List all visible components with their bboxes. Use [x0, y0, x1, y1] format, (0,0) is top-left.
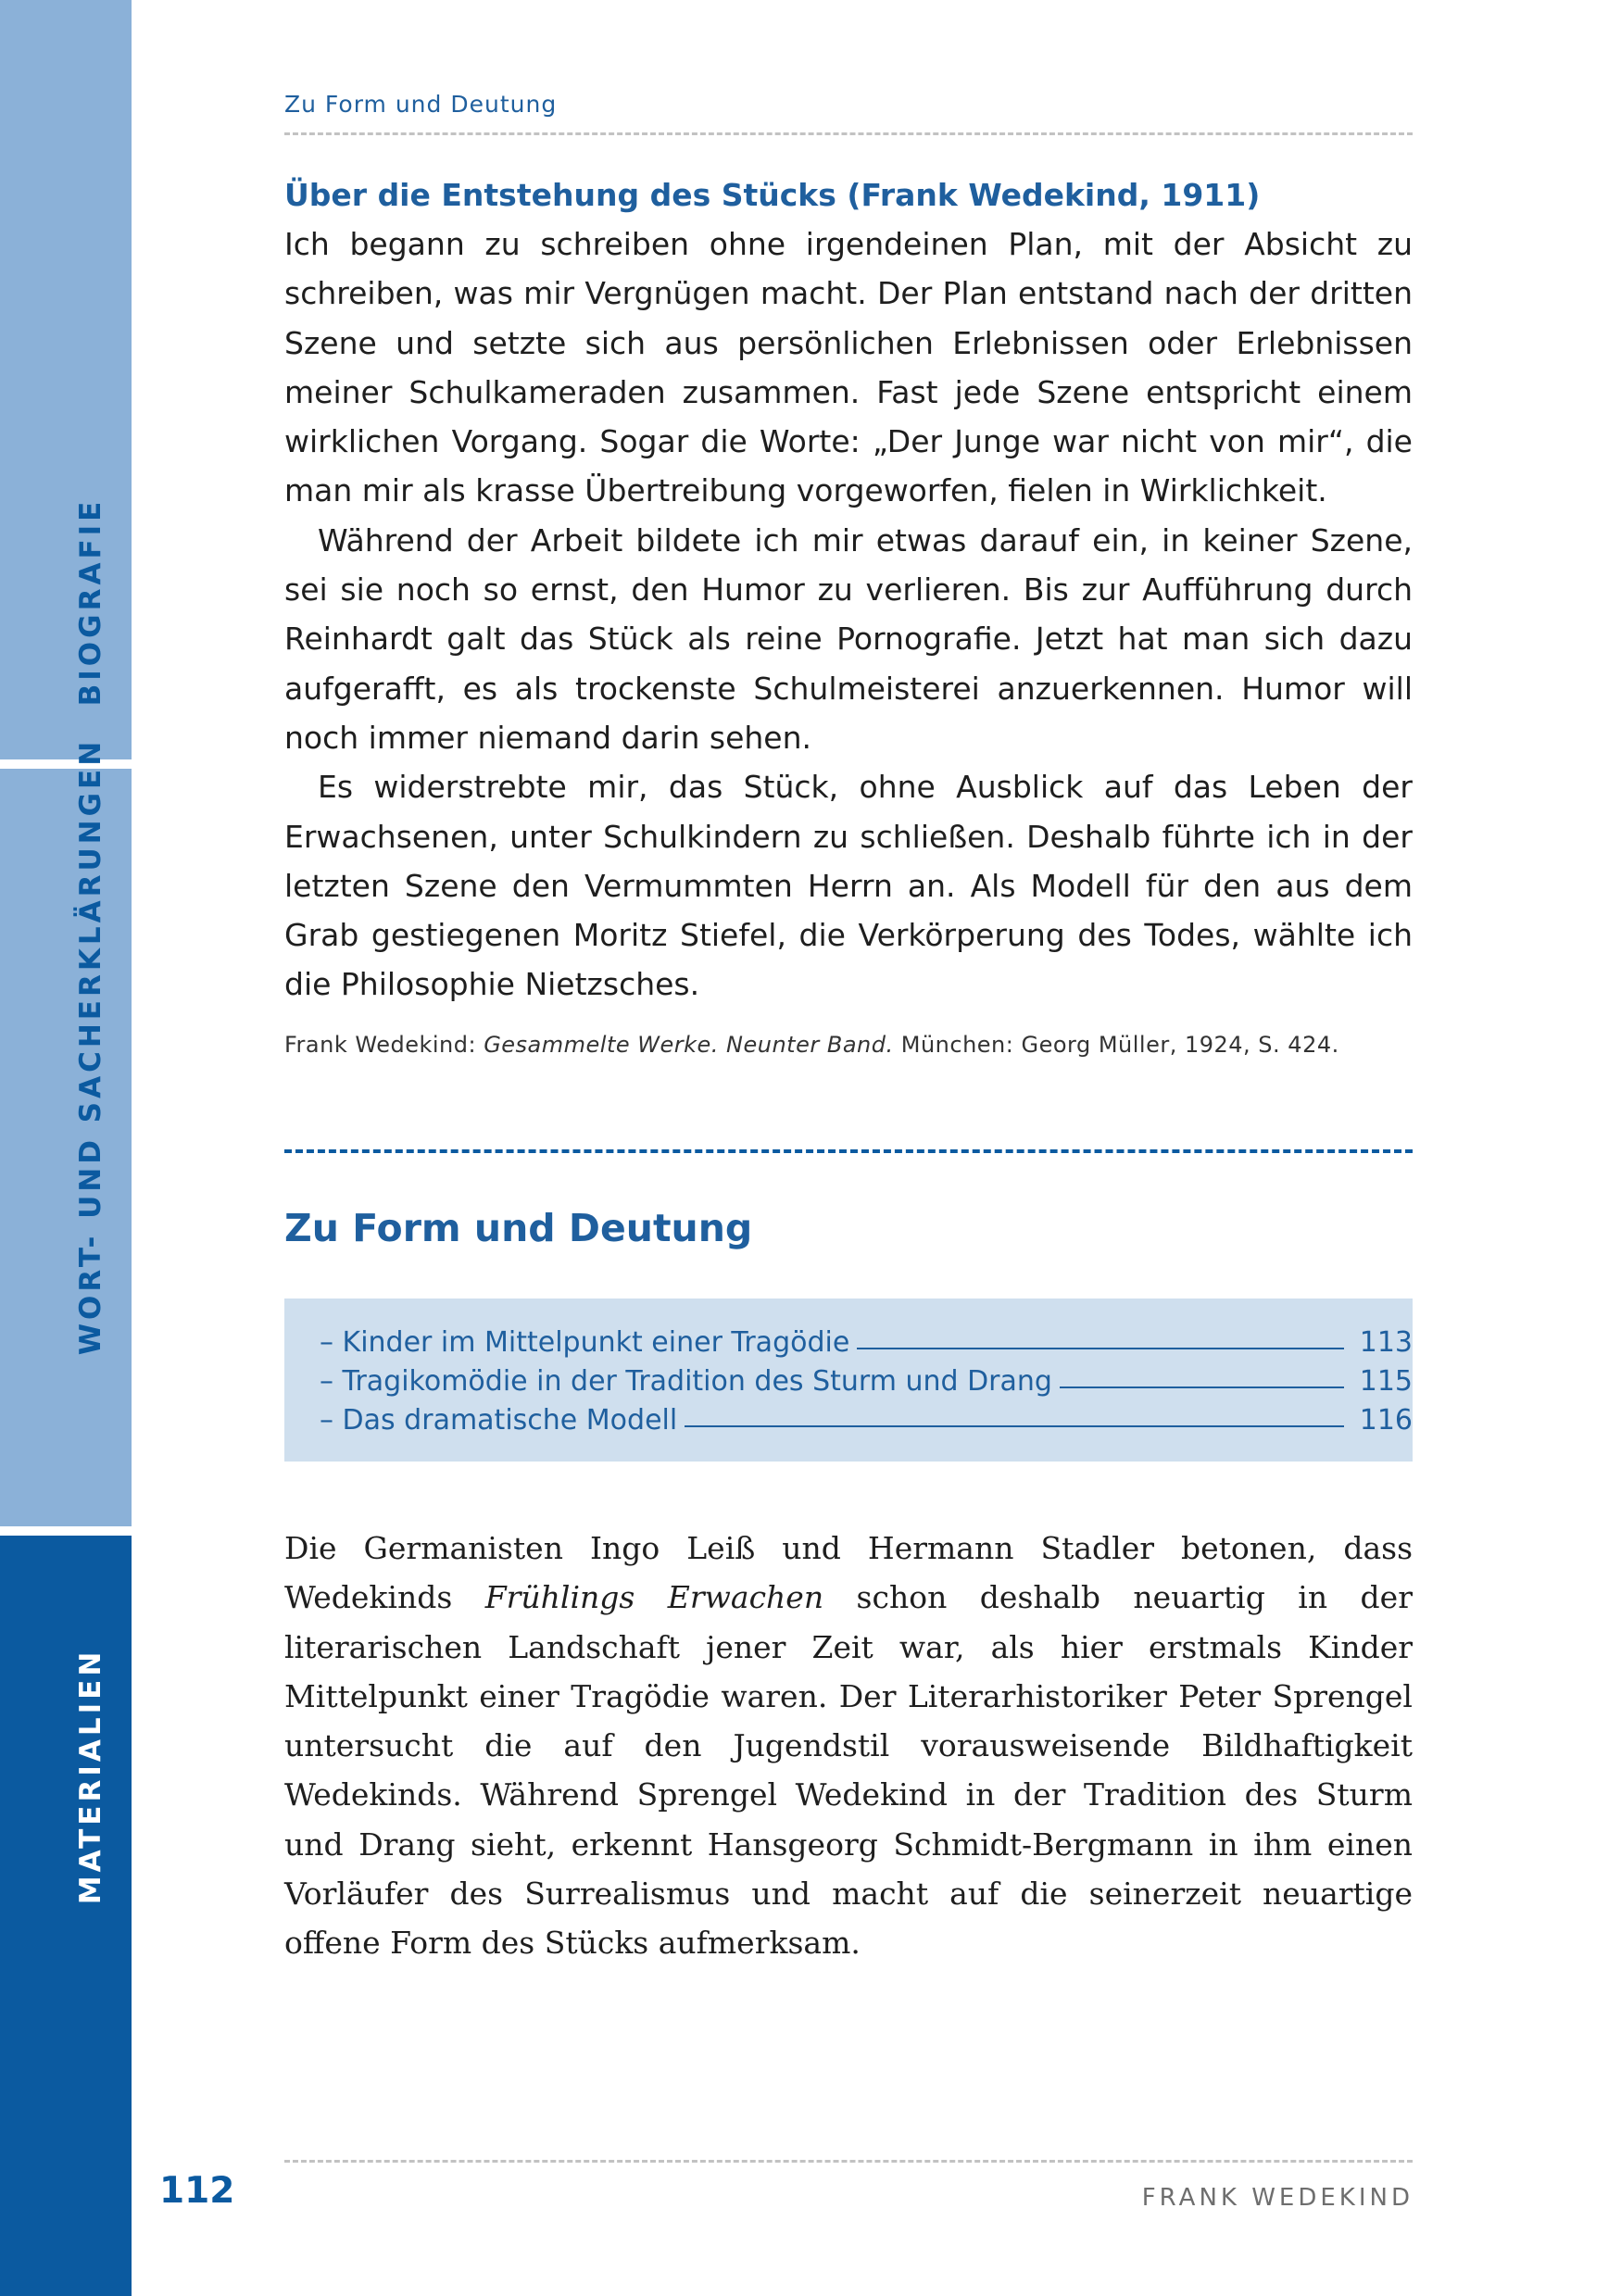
toc-item[interactable] — [320, 1399, 1413, 1437]
header-divider — [284, 132, 1413, 135]
toc-item-page: 115 — [1359, 1365, 1413, 1398]
footer-divider — [284, 2160, 1413, 2163]
toc-item[interactable] — [320, 1322, 1413, 1359]
toc-leader-line — [685, 1425, 1344, 1427]
table-of-contents-box — [284, 1299, 1413, 1462]
quote-section-title: Über die Entstehung des Stücks (Frank Wedekind, 1911) — [284, 177, 1261, 213]
sidebar-tab-wort-label: WORT- UND SACHERKLÄRUNGEN — [74, 737, 107, 1356]
toc-item[interactable] — [320, 1361, 1413, 1398]
intro-paragraph — [284, 1524, 1413, 1968]
sidebar-tab-materialien-label: MATERIALIEN — [74, 1648, 107, 1905]
chapter-sidebar — [0, 0, 132, 2296]
sidebar-tab-materialien[interactable] — [0, 1536, 132, 2296]
sidebar-tab-wort-und-sacherklaerungen[interactable] — [0, 737, 132, 1526]
intro-text-b: schon deshalb neuartig in der literarischen Landschaft jener Zeit war, als hier erstmals Kinder Mittelpunkt einer Tragödie waren. Der Literarhistoriker Peter Sprengel untersucht die auf den Jugendstil vorausweisende Bildhaftigkeit Wedekinds. Während Sprengel Wedekind in der Tradition des Sturm und Drang sieht, erkennt Hansgeorg Schmidt-Bergmann in ihm einen Vorläufer des Surrealismus und macht auf die seinerzeit neuartige offene Form des Stücks aufmerksam. — [284, 1579, 1413, 1962]
quote-paragraph-1: Ich begann zu schreiben ohne irgendeinen Plan, mit der Absicht zu schreiben, was mir Vergnügen macht. Der Plan entstand nach der dritten Szene und setzte sich aus persönlichen Erlebnissen oder Erlebnissen meiner Schulkameraden zusammen. Fast jede Szene entspricht einem wirklichen Vorgang. Sogar die Worte: „Der Junge war nicht von mir“, die man mir als krasse Übertreibung vorgeworfen, fielen in Wirklichkeit. — [284, 226, 1413, 509]
toc-item-label: – Kinder im Mittelpunkt einer Tragödie — [320, 1326, 850, 1359]
toc-item-label: – Das dramatische Modell — [320, 1404, 678, 1437]
page-number: 112 — [159, 2170, 235, 2212]
wedekind-quote-section — [284, 171, 1413, 1010]
toc-item-page: 116 — [1359, 1404, 1413, 1437]
footer-author: FRANK WEDEKIND — [1141, 2184, 1414, 2212]
toc-item-page: 113 — [1359, 1326, 1413, 1359]
source-title: Gesammelte Werke. Neunter Band. — [484, 1032, 894, 1058]
quote-paragraph-2: Während der Arbeit bildete ich mir etwas darauf ein, in keiner Szene, sei sie noch so ernst, den Humor zu verlieren. Bis zur Aufführung durch Reinhardt galt das Stück als reine Pornografie. Jetzt hat man sich dazu aufgerafft, es als trockenste Schulmeisterei anzuerkennen. Humor will noch immer niemand darin sehen. — [284, 521, 1413, 756]
source-prefix: Frank Wedekind: — [284, 1032, 484, 1058]
quote-source-citation — [284, 1032, 1413, 1058]
toc-item-label: – Tragikomödie in der Tradition des Sturm und Drang — [320, 1365, 1052, 1398]
section-heading: Zu Form und Deutung — [284, 1206, 753, 1250]
intro-text-a: Die Germanisten Ingo Leiß und Hermann Stadler betonen, dass Wedekinds — [284, 1530, 1413, 1616]
quote-paragraph-3: Es widerstrebte mir, das Stück, ohne Ausblick auf das Leben der Erwachsenen, unter Schulkindern zu schließen. Deshalb führte ich in der letzten Szene den Vermummten Herrn an. Als Modell für den aus dem Grab gestiegenen Moritz Stiefel, die Verkörperung des Todes, wählte ich die Philosophie Nietzsches. — [284, 769, 1413, 1003]
section-divider — [284, 1149, 1413, 1153]
intro-work-title: Frühlings Erwachen — [484, 1579, 824, 1616]
toc-leader-line — [1060, 1386, 1344, 1388]
source-suffix: München: Georg Müller, 1924, S. 424. — [893, 1032, 1339, 1058]
running-head: Zu Form und Deutung — [284, 91, 558, 118]
sidebar-tab-biografie-label: BIOGRAFIE — [74, 497, 107, 707]
toc-leader-line — [857, 1348, 1344, 1349]
sidebar-tab-biografie[interactable] — [0, 0, 132, 759]
